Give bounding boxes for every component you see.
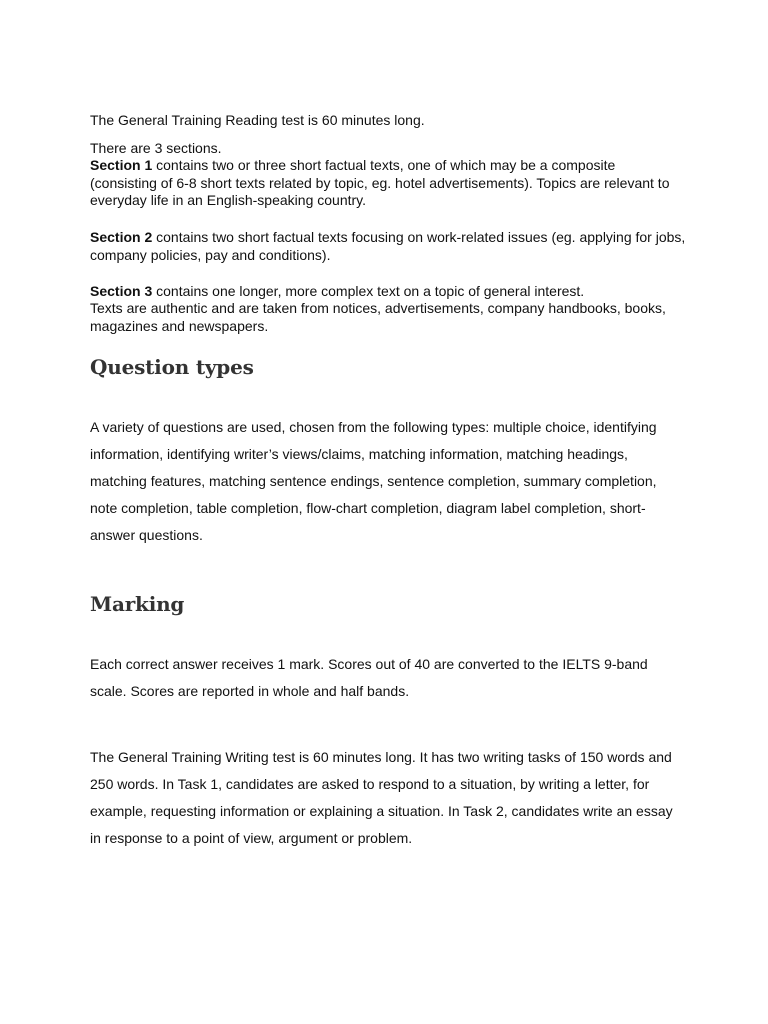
- section-3-label: Section 3: [90, 283, 153, 299]
- reading-intro: The General Training Reading test is 60 minutes long.: [90, 112, 425, 128]
- question-types-paragraph: A variety of questions are used, chosen from the following types: multiple choice, identifying information, identifying writer’s views/claims, matching information, matching headings, matching features, matching sentence endings, sentence completion, summary completion, note completion, table completion, flow-chart completion, diagram label completion, short-answer questions.: [90, 419, 657, 543]
- writing-paragraph: The General Training Writing test is 60 minutes long. It has two writing tasks of 150 words and 250 words. In Task 1, candidates are asked to respond to a situation, by writing a letter, for example, requesting information or explaining a situation. In Task 2, candidates write an essay in response to a point of view, argument or problem.: [90, 749, 673, 846]
- section-1-paragraph: [90, 157, 682, 210]
- sections-count: There are 3 sections.: [90, 140, 222, 156]
- sources-paragraph: Texts are authentic and are taken from notices, advertisements, company handbooks, books, magazines and newspapers.: [90, 300, 666, 334]
- section-3-text: contains one longer, more complex text on a topic of general interest.: [152, 283, 585, 299]
- section-2-label: Section 2: [90, 229, 153, 245]
- section-1-text: contains two or three short factual texts, one of which may be a composite (consisting of 6-8 short texts related by topic, eg. hotel advertisements). Topics are relevant to everyday life in an English-speaking country.: [90, 157, 670, 208]
- section-3-paragraph: [90, 283, 690, 301]
- section-2-text: contains two short factual texts focusing on work-related issues (eg. applying for jobs, company policies, pay and conditions).: [90, 229, 686, 263]
- section-1-label: Section 1: [90, 157, 153, 173]
- question-types-heading: Question types: [90, 355, 254, 379]
- marking-paragraph: Each correct answer receives 1 mark. Scores out of 40 are converted to the IELTS 9-band scale. Scores are reported in whole and half bands.: [90, 656, 648, 699]
- marking-heading: Marking: [90, 592, 185, 616]
- section-2-paragraph: [90, 229, 690, 264]
